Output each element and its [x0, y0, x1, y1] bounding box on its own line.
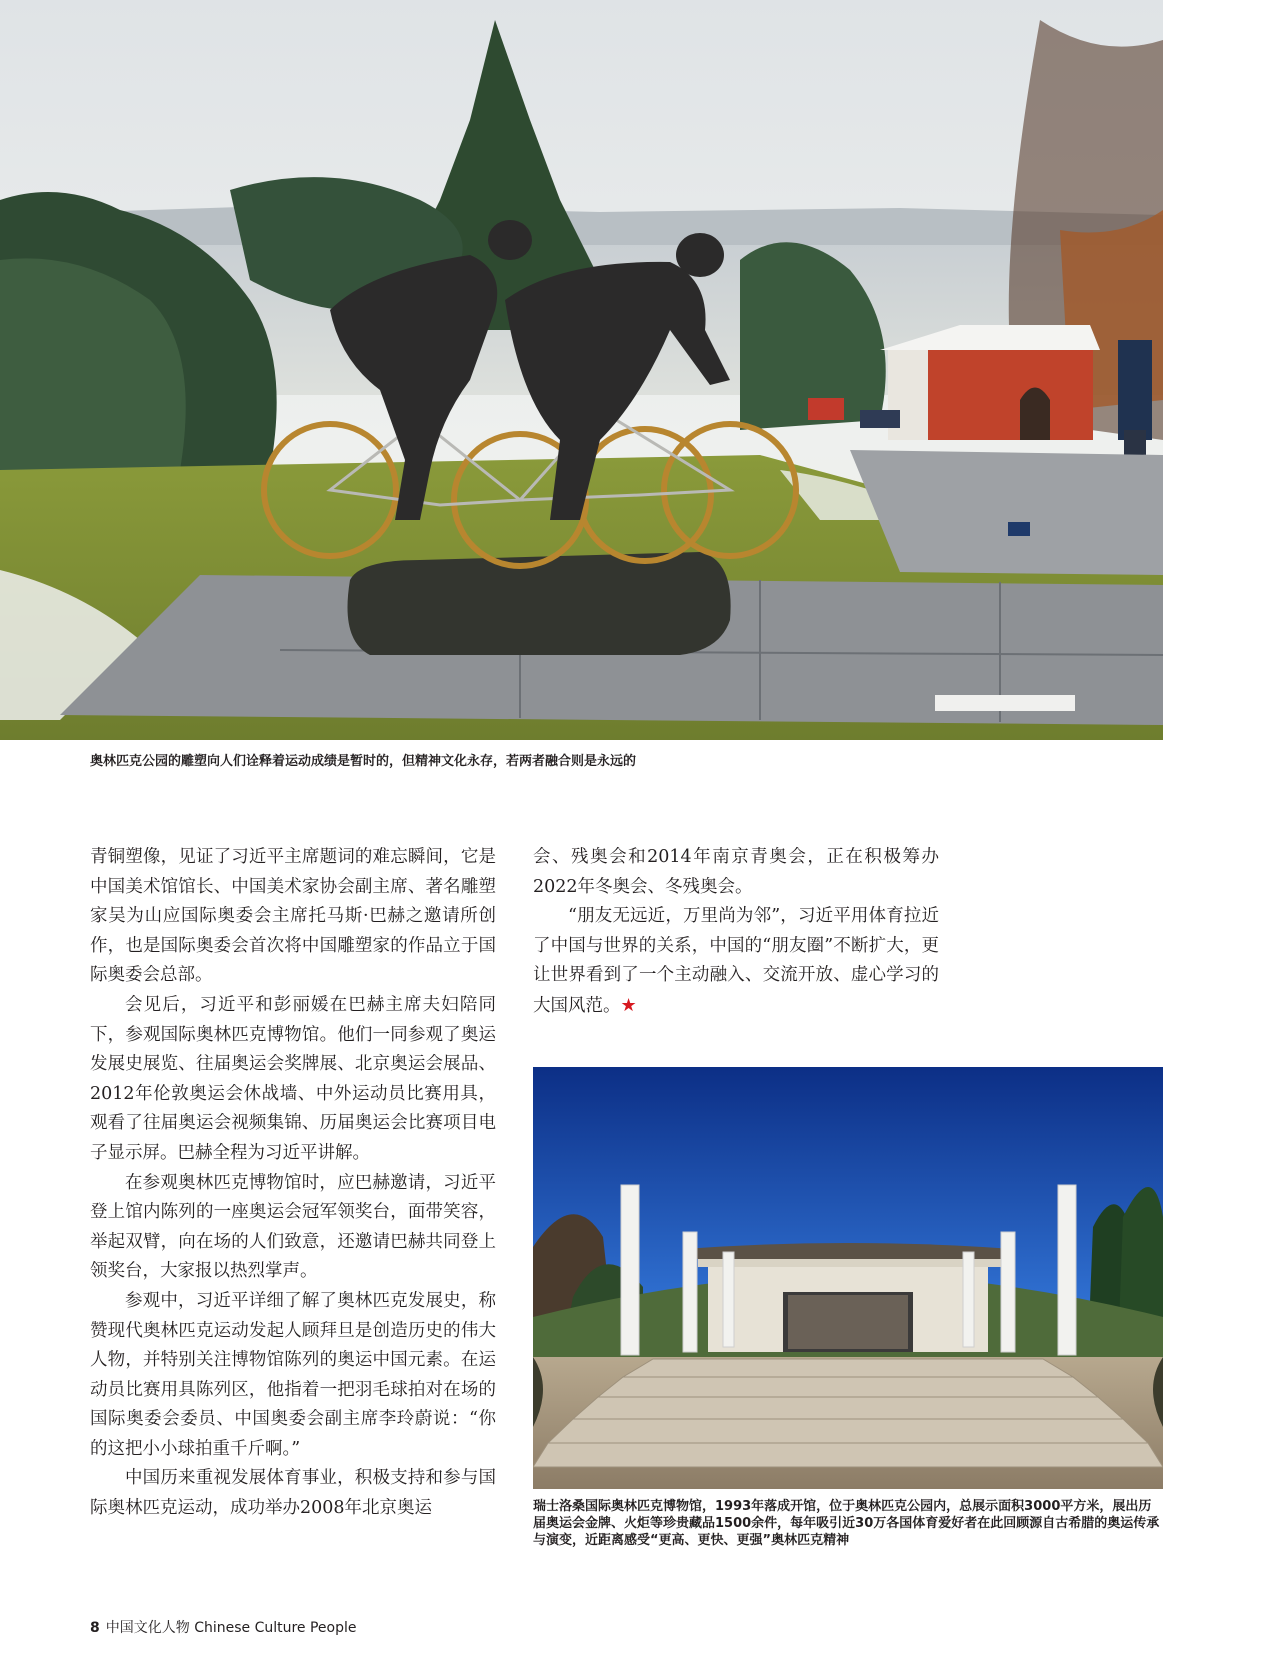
olympic-museum-photo [533, 1067, 1163, 1489]
publication-name: 中国文化人物 Chinese Culture People [105, 1620, 357, 1636]
sculpture-photo [0, 0, 1163, 740]
article-paragraph: 中国历来重视发展体育事业，积极支持和参与国际奥林匹克运动，成功举办2008年北京奥运 [90, 1468, 496, 1519]
article-paragraph: 在参观奥林匹克博物馆时，应巴赫邀请，习近平登上馆内陈列的一座奥运会冠军领奖台，面带笑容，举起双臂，向在场的人们致意，还邀请巴赫共同登上领奖台，大家报以热烈掌声。 [90, 1172, 496, 1282]
bottom-photo-caption: 瑞士洛桑国际奥林匹克博物馆，1993年落成开馆，位于奥林匹克公园内，总展示面积3000平方米，展出历届奥运会金牌、火炬等珍贵藏品1500余件，每年吸引近30万各国体育爱好者在此回顾源自古希腊的奥运传承与演变，近距离感受“更高、更快、更强”奥林匹克精神 [533, 1499, 1160, 1548]
article-column-left [90, 843, 496, 1524]
article-column-right [533, 843, 939, 1022]
article-paragraph: 会见后，习近平和彭丽媛在巴赫主席夫妇陪同下，参观国际奥林匹克博物馆。他们一同参观了奥运发展史展览、往届奥运会奖牌展、北京奥运会展品、2012年伦敦奥运会休战墙、中外运动员比赛用具，观看了往届奥运会视频集锦、历届奥运会比赛项目电子显示屏。巴赫全程为习近平讲解。 [90, 994, 496, 1163]
end-star-icon: ★ [620, 994, 637, 1016]
top-photo-caption: 奥林匹克公园的雕塑向人们诠释着运动成绩是暂时的，但精神文化永存，若两者融合则是永远的 [90, 754, 637, 769]
article-paragraph: 会、残奥会和2014年南京青奥会，正在积极筹办2022年冬奥会、冬残奥会。 [533, 847, 939, 897]
article-paragraph-text: “朋友无远近，万里尚为邻”，习近平用体育拉近了中国与世界的关系，中国的“朋友圈”不断扩大，更让世界看到了一个主动融入、交流开放、虚心学习的大国风范。 [533, 906, 939, 1016]
page-number: 8 [90, 1620, 100, 1636]
article-paragraph: 参观中，习近平详细了解了奥林匹克发展史，称赞现代奥林匹克运动发起人顾拜旦是创造历史的伟大人物，并特别关注博物馆陈列的奥运中国元素。在运动员比赛用具陈列区，他指着一把羽毛球拍对在场的国际奥委会委员、中国奥委会副主席李玲蔚说：“你的这把小小球拍重千斤啊。” [90, 1290, 496, 1459]
article-paragraph-final [533, 902, 939, 1021]
page-footer [90, 1617, 357, 1637]
article-paragraph: 青铜塑像，见证了习近平主席题词的难忘瞬间，它是中国美术馆馆长、中国美术家协会副主席、著名雕塑家吴为山应国际奥委会主席托马斯·巴赫之邀请所创作，也是国际奥委会首次将中国雕塑家的作品立于国际奥委会总部。 [90, 847, 496, 986]
